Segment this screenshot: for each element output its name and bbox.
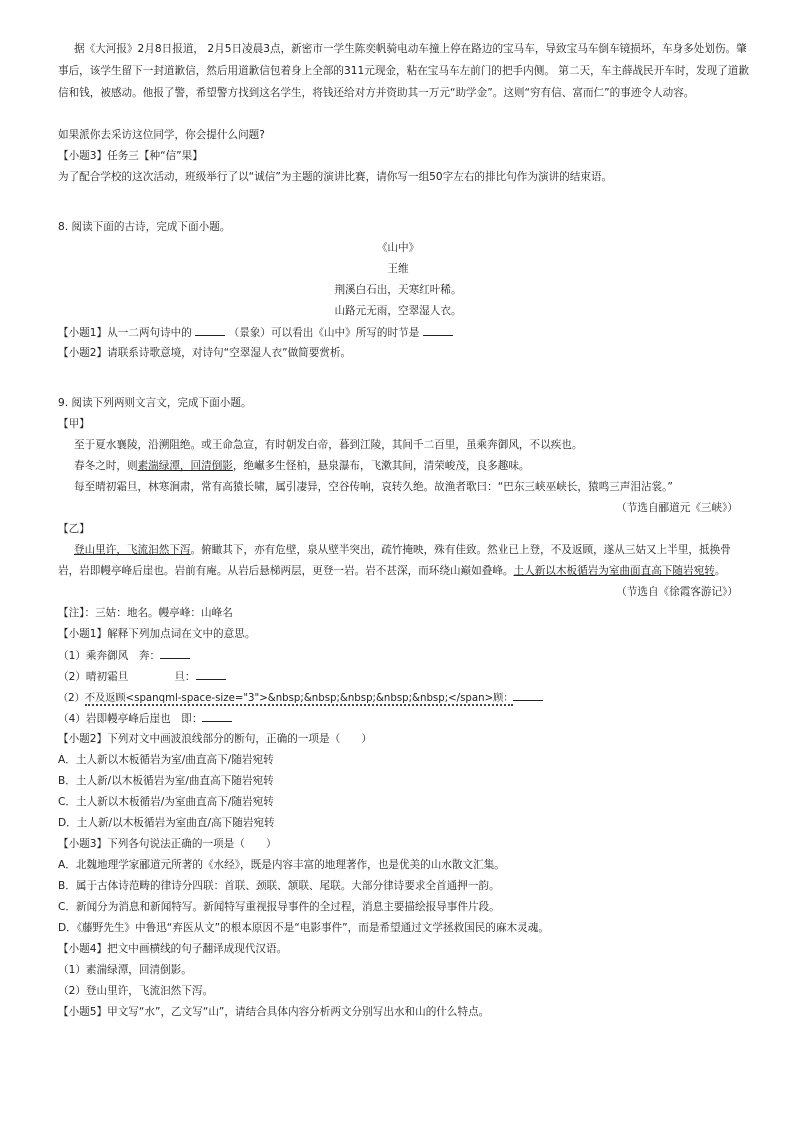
q9-title: 9. 阅读下列两则文言文，完成下面小题。 bbox=[58, 397, 252, 409]
answer-blank[interactable] bbox=[195, 325, 225, 336]
q9-sub4-title: 【小题4】把文中画横线的句子翻译成现代汉语。 bbox=[58, 943, 288, 955]
passage-line-3: 信和钱，被感动。他报了警，希望警方找到这名学生，将钱还给对方并资助其一万元“助学金”。这则“穷有信、富而仁”的事迹令人动容。 bbox=[58, 87, 695, 99]
jia-line-2 bbox=[74, 459, 738, 473]
poem-line-1: 荆溪白石出，天寒红叶稀。 bbox=[334, 284, 462, 296]
jia-source: （节选自郦道元《三峡》） bbox=[616, 502, 738, 514]
answer-blank[interactable] bbox=[160, 648, 190, 659]
q7-sub3-title: 【小题3】任务三【种“信”果】 bbox=[58, 150, 203, 162]
item-text: 不及返顾<spanqml-space-size="3">&nbsp;&nbsp;&nbsp;&nbsp;&nbsp;</span>顾： bbox=[84, 693, 514, 704]
jia-line-2-a: 春冬之时，则 bbox=[74, 460, 138, 472]
q8-sub1-text-b: （景象）可以看出《山中》所写的时节是 bbox=[228, 327, 420, 339]
answer-blank[interactable] bbox=[513, 690, 543, 701]
answer-blank[interactable] bbox=[196, 669, 226, 680]
yi-line-2 bbox=[58, 564, 738, 578]
answer-blank[interactable] bbox=[423, 325, 453, 336]
jia-line-2-b: ，绝𪩘多生怪柏，悬泉瀑布，飞漱其间，清荣峻茂，良多趣味。 bbox=[232, 460, 530, 472]
jia-line-3: 每至晴初霜旦，林寒涧肃，常有高猿长啸，属引凄异，空谷传响，哀转久绝。故渔者歌曰：“巴东三峡巫峡长，猿鸣三声泪沾裳。” bbox=[74, 481, 673, 493]
q9-sub1-item-1 bbox=[58, 648, 738, 663]
q9-sub2-title: 【小题2】下列对文中画波浪线部分的断句，正确的一项是（ ） bbox=[58, 733, 372, 745]
yi-line-1-b: 。俯瞰其下，亦有危壁，泉从壁半突出，疏竹掩映，殊有佳致。然业已上登，不及返顾，遂从三姑又上半里，抵换骨 bbox=[190, 544, 731, 556]
item-number: （2） bbox=[58, 693, 85, 704]
passage-line-2: 事后，该学生留下一封道歉信，然后用道歉信包着身上全部的311元现金，粘在宝马车左前门的把手内侧。 第二天，车主薛战民开车时，发现了道歉 bbox=[58, 65, 749, 77]
jia-underlined-sentence: 素湍绿潭，回清倒影 bbox=[137, 460, 233, 472]
option-b[interactable]: B．属于古体诗范畴的律诗分四联：首联、颈联、颔联、尾联。大部分律诗要求全首通押一韵。 bbox=[58, 880, 500, 892]
item-text: （1）乘奔御风 奔： bbox=[58, 650, 161, 662]
yi-line-2-end: 。 bbox=[714, 565, 726, 577]
option-d[interactable]: D．土人新/以木板循岩为室曲直/高下随岩宛转 bbox=[58, 817, 275, 829]
interview-question: 如果派你去采访这位同学，你会提什么问题? bbox=[58, 129, 265, 141]
option-c[interactable]: C．新闻分为消息和新闻特写。新闻特写重视报导事件的全过程，消息主要描绘报导事件片段。 bbox=[58, 901, 500, 913]
q7-sub3-text: 为了配合学校的这次活动，班级举行了以“诚信”为主题的演讲比赛，请你写一组50字左右的排比句作为演讲的结束语。 bbox=[58, 171, 613, 183]
option-a[interactable]: A．土人新以木板循岩为室/曲直高下/随岩宛转 bbox=[58, 754, 274, 766]
option-a[interactable]: A．北魏地理学家郦道元所著的《水经》，既是内容丰富的地理著作，也是优美的山水散文汇集。 bbox=[58, 859, 505, 871]
q9-sub1-item-2 bbox=[58, 669, 738, 684]
item-text: （4）岩即幔亭峰后崖也 即： bbox=[58, 713, 203, 725]
q9-sub1-title: 【小题1】解释下列加点词在文中的意思。 bbox=[58, 628, 256, 640]
yi-line-2-a: 岩，岩即幔亭峰后崖也。岩前有庵。从岩后悬梯两层，更登一岩。岩不甚深，而环绕山巅如叠峰。 bbox=[58, 565, 514, 577]
answer-blank[interactable] bbox=[202, 711, 232, 722]
q9-sub4-item-1: （1）素湍绿潭，回清倒影。 bbox=[58, 964, 192, 976]
passage-line-1: 据《大河报》2月8日报道， 2月5日凌晨3点，新密市一学生陈奕帆骑电动车撞上停在路边的宝马车，导致宝马车倒车镜损坏，车身多处划伤。肇 bbox=[74, 43, 747, 55]
jia-label: 【甲】 bbox=[58, 418, 90, 430]
poem-title: 《山中》 bbox=[376, 242, 420, 254]
q9-sub1-item-4 bbox=[58, 711, 738, 726]
q8-sub2: 【小题2】请联系诗歌意境，对诗句“空翠湿人衣”做简要赏析。 bbox=[58, 347, 352, 359]
annotation-note: 【注】：三姑：地名。幔亭峰：山峰名 bbox=[58, 607, 233, 619]
yi-source: （节选自《徐霞客游记》） bbox=[616, 586, 738, 598]
jia-line-1: 至于夏水襄陵，沿溯阻绝。或王命急宣，有时朝发白帝，暮到江陵，其间千二百里，虽乘奔御风，不以疾也。 bbox=[74, 439, 583, 451]
q8-title: 8. 阅读下面的古诗，完成下面小题。 bbox=[58, 221, 231, 233]
item-label: 旦： bbox=[174, 671, 196, 683]
q8-sub1 bbox=[58, 325, 738, 340]
option-c[interactable]: C．土人新以木板循岩/为室曲直高下/随岩宛转 bbox=[58, 796, 274, 808]
yi-label: 【乙】 bbox=[58, 523, 90, 535]
yi-line-1 bbox=[74, 543, 738, 557]
poem-author: 王维 bbox=[387, 263, 409, 275]
yi-underlined-sentence: 登山里许，飞流汩然下泻 bbox=[74, 544, 191, 556]
option-b[interactable]: B．土人新/以木板循岩为室/曲直高下随岩宛转 bbox=[58, 775, 274, 787]
q9-sub1-item-3 bbox=[58, 690, 738, 706]
item-text: （2）晴初霜旦 bbox=[58, 671, 129, 683]
option-d[interactable]: D．《藤野先生》中鲁迅“弃医从文”的根本原因不是“电影事件”，而是希望通过文学拯救国民的麻木灵魂。 bbox=[58, 922, 549, 934]
q8-sub1-text-a: 【小题1】从一二两句诗中的 bbox=[58, 327, 192, 339]
q9-sub4-item-2: （2）登山里许，飞流汩然下泻。 bbox=[58, 985, 214, 997]
yi-wavy-sentence: 土人新以木板循岩为室曲面直高下随岩宛转 bbox=[513, 565, 715, 577]
poem-line-2: 山路元无雨，空翠湿人衣。 bbox=[334, 305, 462, 317]
q9-sub3-title: 【小题3】下列各句说法正确的一项是（ ） bbox=[58, 838, 277, 850]
q9-sub5: 【小题5】甲文写“水”，乙文写“山”，请结合具体内容分析两文分别写出水和山的什么特点。 bbox=[58, 1006, 490, 1018]
